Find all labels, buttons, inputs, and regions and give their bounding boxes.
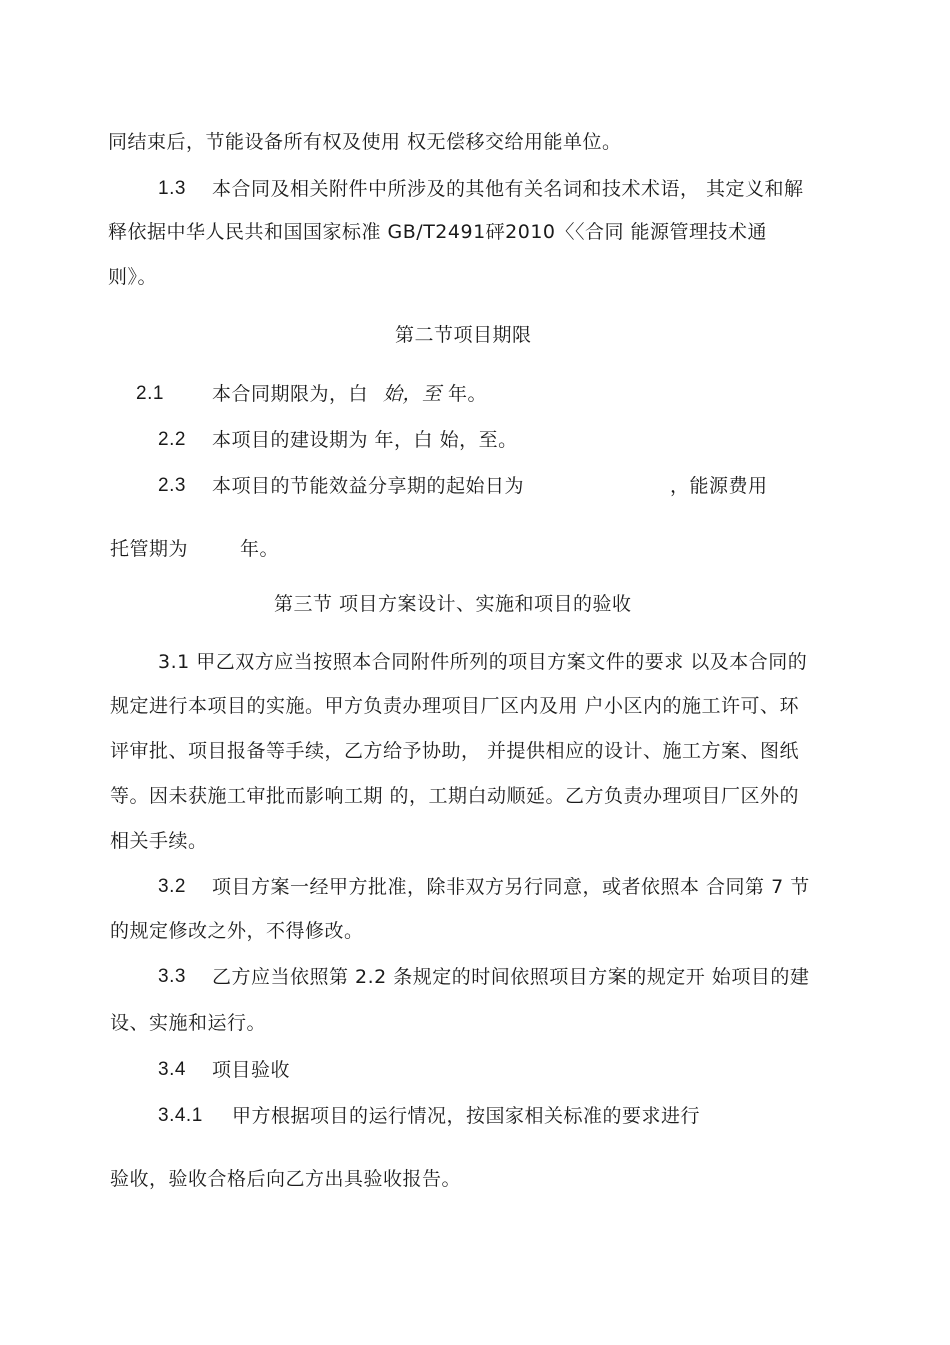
clause-number-2-2: 2.2: [158, 429, 186, 450]
clause-2-1-text-b: 始，至: [383, 383, 442, 405]
clause-number-1-3: 1.3: [158, 178, 186, 199]
clause-number-3-2: 3.2: [158, 876, 186, 897]
clause-3-1-line-2: 规定进行本项目的实施。甲方负责办理项目厂区内及用 户小区内的施工许可、环: [110, 695, 800, 717]
clause-1-3-line-3: 则》。: [108, 266, 158, 288]
clause-2-3-line-2b: 年。: [240, 538, 280, 560]
clause-3-1-line-1: 3.1 甲乙双方应当按照本合同附件所列的项目方案文件的要求 以及本合同的: [158, 651, 808, 673]
clause-2-1-text-a: 本合同期限为，白: [212, 383, 369, 405]
clause-number-3-3: 3.3: [158, 966, 186, 987]
paragraph-line: 同结束后，节能设备所有权及使用 权无偿移交给用能单位。: [108, 131, 622, 153]
clause-3-4-text: 项目验收: [212, 1059, 291, 1081]
clause-number-3-4: 3.4: [158, 1059, 186, 1080]
clause-number-2-3: 2.3: [158, 475, 186, 496]
clause-number-3-4-1: 3.4.1: [158, 1105, 203, 1126]
section-3-title: 第三节 项目方案设计、实施和项目的验收: [274, 593, 632, 615]
clause-2-1-text-c: 年。: [448, 383, 488, 405]
clause-2-3-text-b: ，能源费用: [670, 475, 768, 497]
clause-3-1-line-4: 等。因未获施工审批而影响工期 的，工期白动顺延。乙方负责办理项目厂区外的: [110, 785, 800, 807]
clause-2-3-line-2a: 托管期为: [110, 538, 189, 560]
clause-2-2-text: 本项目的建设期为 年，白 始，至。: [212, 429, 518, 451]
clause-3-2-line-2: 的规定修改之外，不得修改。: [110, 920, 364, 942]
clause-3-3-line-1: 乙方应当依照第 2.2 条规定的时间依照项目方案的规定开 始项目的建: [212, 966, 810, 988]
clause-3-2-line-1: 项目方案一经甲方批准，除非双方另行同意，或者依照本 合同第 7 节: [212, 876, 810, 898]
clause-1-3-line-1: 本合同及相关附件中所涉及的其他有关名词和技术术语， 其定义和解: [212, 178, 804, 200]
clause-3-1-line-3: 评审批、项目报备等手续，乙方给予协助， 并提供相应的设计、施工方案、图纸: [110, 740, 800, 762]
clause-2-3-text-a: 本项目的节能效益分享期的起始日为: [212, 475, 525, 497]
section-2-title: 第二节项目期限: [395, 324, 532, 346]
clause-3-3-line-2: 设、实施和运行。: [110, 1012, 267, 1034]
clause-3-1-line-5: 相关手续。: [110, 830, 208, 852]
clause-1-3-line-2: 释依据中华人民共和国国家标准 GB/T2491砰2010〈〈合同 能源管理技术通: [108, 221, 768, 243]
clause-number-2-1: 2.1: [136, 383, 164, 404]
clause-3-4-1-line-1: 甲方根据项目的运行情况，按国家相关标准的要求进行: [232, 1105, 701, 1127]
clause-3-4-1-line-2: 验收，验收合格后向乙方出具验收报告。: [110, 1168, 462, 1190]
